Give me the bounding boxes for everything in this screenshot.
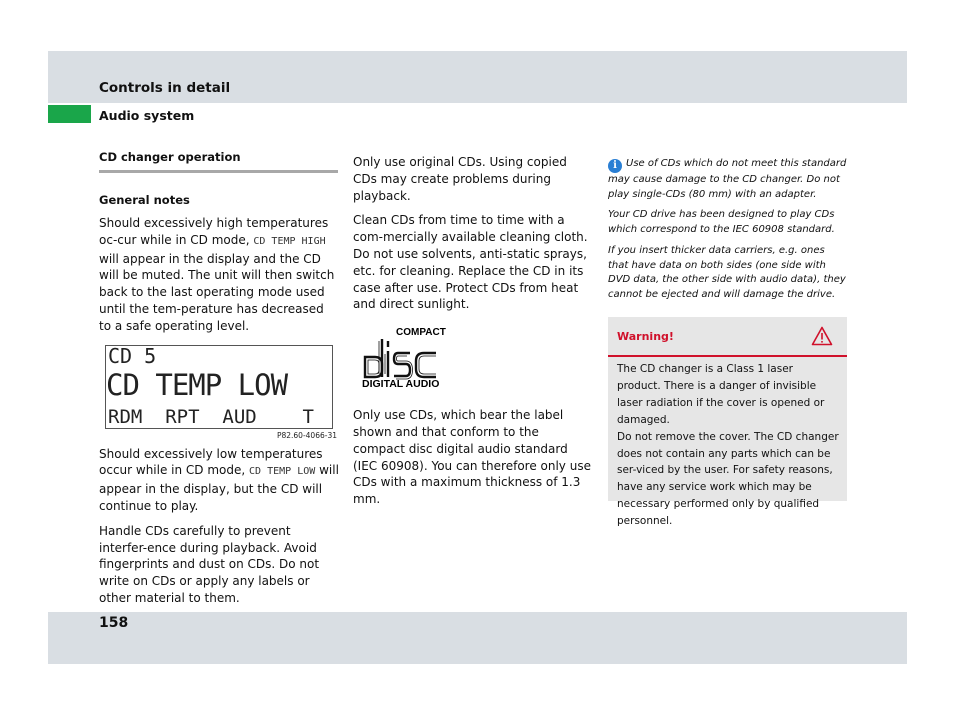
warning-paragraph-2: Do not remove the cover. The CD changer does not contain any parts which can be ser-viced by the user. For safety reasons, have any service work which may be necessary performed only by qualified personnel. <box>617 430 839 528</box>
section-title: Controls in detail <box>99 80 231 96</box>
note-paragraph-2: Your CD drive has been designed to play CDs which correspond to the IEC 60908 standard. <box>608 209 835 236</box>
heading-general-notes: General notes <box>99 193 190 207</box>
warning-box <box>608 317 847 528</box>
note-paragraph-1: i Use of CDs which do not meet this standard may cause damage to the CD changer. Do not play single-CDs (80 mm) with an adapter. <box>608 158 847 200</box>
logo-compact-text: COMPACT <box>396 327 446 339</box>
warning-header <box>608 317 847 357</box>
heading-cd-changer: CD changer operation <box>99 150 241 164</box>
radio-display <box>105 345 333 429</box>
logo-digital-audio-text: DIGITAL AUDIO <box>362 378 440 391</box>
paragraph-low-temp: Should excessively low temperatures occur while in CD mode, CD TEMP LOW will appear in the display, but the CD will continue to play. <box>99 446 339 513</box>
display-line-1: CD 5 <box>108 343 157 368</box>
code-temp-high: CD TEMP HIGH <box>253 235 326 247</box>
note-paragraph-3: If you insert thicker data carriers, e.g. ones that have data on both sides (one side with DVD data, the other side with audio data), they cannot be ejected and will damage the drive. <box>608 244 846 300</box>
warning-body <box>608 357 847 530</box>
paragraph-high-temp: Should excessively high temperatures oc-cur while in CD mode, CD TEMP HIGH will appear in the display and the CD will be muted. The unit will then switch back to the last operating mode used until the tem-perature has decreased to a safe operating level. <box>99 216 335 333</box>
column-middle <box>353 154 591 508</box>
code-temp-low: CD TEMP LOW <box>249 466 316 478</box>
warning-paragraph-1: The CD changer is a Class 1 laser product. There is a danger of invisible laser radiation if the cover is opened or damaged. <box>617 363 825 426</box>
page-number: 158 <box>99 615 129 631</box>
display-line-2: CD TEMP LOW <box>106 367 288 402</box>
paragraph-label-standard: Only use CDs, which bear the label shown and that conform to the compact disc digital audio standard (IEC 60908). You can therefore only use CDs with a maximum thickness of 1.3 mm. <box>353 408 591 507</box>
info-icon: i <box>608 159 622 173</box>
warning-label: Warning! <box>617 330 674 343</box>
warning-triangle-icon <box>811 326 833 350</box>
display-line-3: RDM RPT AUD T <box>108 405 314 428</box>
footer-band <box>48 612 907 664</box>
column-left <box>99 150 339 607</box>
heading-rule <box>99 170 338 173</box>
column-right <box>608 157 847 309</box>
section-marker <box>48 105 91 123</box>
logo-disc-text: disc <box>462 327 464 329</box>
subsection-title: Audio system <box>99 108 195 123</box>
compact-disc-logo <box>362 327 462 389</box>
paragraph-original-cds: Only use original CDs. Using copied CDs may create problems during playback. <box>353 155 567 203</box>
figure-code: P82.60-4066-31 <box>276 430 337 440</box>
paragraph-handle-cds: Handle CDs carefully to prevent interfer-ence during playback. Avoid fingerprints and dust on CDs. Do not write on CDs or apply any labels or other material to them. <box>99 523 320 605</box>
paragraph-cleaning: Clean CDs from time to time with a com-mercially available cleaning cloth. Do not use solvents, anti-static sprays, etc. for cleaning. Replace the CD in its case after use. Protect CDs from heat and direct sunlight. <box>353 213 588 312</box>
